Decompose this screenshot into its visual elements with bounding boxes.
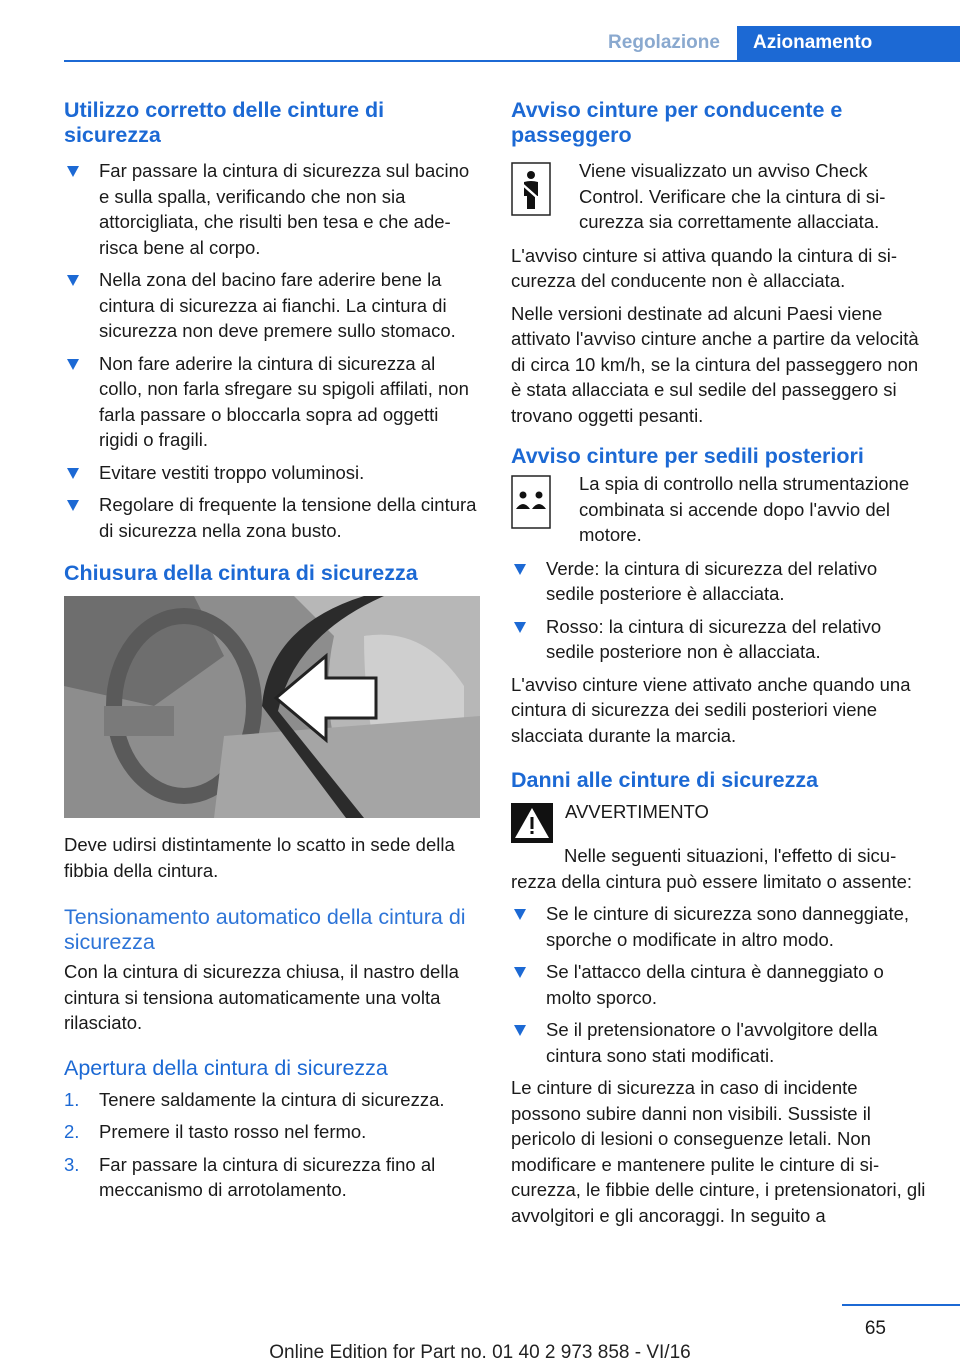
list-item: Regolare di frequente la tensione della cintura di sicurezza nella zona busto. [64, 492, 480, 543]
warning-label: AVVERTIMENTO [565, 801, 709, 822]
icon-paragraph [511, 158, 929, 235]
triangle-bullet-icon [64, 492, 79, 518]
footer-rule [842, 1304, 960, 1306]
triangle-bullet-icon [511, 959, 526, 985]
icon-text: La spia di controllo nella strumentazione combinata si accende dopo l'avvio del motore. [579, 473, 910, 545]
seatbelt-warning-icon [511, 162, 551, 216]
section-title: Avviso cinture per conducente e passeggero [511, 98, 843, 147]
body-text: Deve udirsi distintamente lo scatto in sede della fibbia della cintura. [64, 834, 455, 881]
icon-paragraph [511, 471, 929, 548]
bullet-list [511, 556, 929, 665]
triangle-bullet-icon [511, 614, 526, 640]
right-column [511, 98, 929, 1235]
list-item: Se l'attacco della cintura è danneggiato o molto sporco. [511, 959, 929, 1010]
list-item: 1. Tenere saldamente la cintura di sicurezza. [64, 1088, 445, 1110]
triangle-bullet-icon [64, 351, 79, 377]
list-item: Far passare la cintura di sicurezza sul bacino e sulla spalla, verificando che non sia attorcigliata, che risulti ben tesa e che aderisca bene al corpo. [64, 158, 480, 260]
list-item: Non fare aderire la cintura di sicurezza al collo, non farla sfregare su spigoli affilati, non farla passare o bloccarla sopra ad oggetti rigidi o fragili. [64, 351, 480, 453]
tab-azionamento[interactable]: Azionamento [737, 26, 960, 62]
list-item: Se il pretensionatore o l'avvolgitore della cintura sono stati modificati. [511, 1017, 929, 1068]
warning-triangle-icon [511, 803, 553, 843]
body-text: Nelle versioni destinate ad alcuni Paesi viene attivato l'avviso cinture anche a partire da velocità di circa 10 km/h, se la cintura del passeggero non è stata allacciata e sul sedile del passeggero si trovano oggetti pesanti. [511, 302, 919, 426]
section-title: Avviso cinture per sedili posteriori [511, 444, 864, 468]
tab-regolazione[interactable]: Regolazione [608, 32, 720, 53]
list-item: Se le cinture di sicurezza sono danneggiate, sporche o modificate in altro modo. [511, 901, 929, 952]
triangle-bullet-icon [64, 267, 79, 293]
header-rule [64, 60, 737, 62]
triangle-bullet-icon [64, 460, 79, 486]
list-item: Verde: la cintura di sicurezza del relativo sedile posteriore è allacciata. [511, 556, 929, 607]
list-item: Evitare vestiti troppo voluminosi. [64, 460, 480, 486]
body-text: L'avviso cinture si attiva quando la cintura di sicurezza del conducente non è allacciata. [511, 244, 898, 291]
list-item: Nella zona del bacino fare aderire bene la cintura di sicurezza ai fianchi. La cintura di sicurezza non deve premere sullo stomaco. [64, 267, 480, 344]
section-title: Danni alle cinture di sicurezza [511, 768, 819, 792]
warning-text: Nelle seguenti situazioni, l'effetto di sicurezza della cintura può essere limitato o assente: [511, 845, 913, 892]
list-item: 2. Premere il tasto rosso nel fermo. [64, 1121, 367, 1142]
section-title: Chiusura della cintura di sicurezza [64, 561, 418, 585]
numbered-list [64, 1087, 480, 1203]
section-title: Utilizzo corretto delle cinture di sicurezza [64, 98, 385, 147]
body-text: Con la cintura di sicurezza chiusa, il nastro della cintura si tensiona automaticamente una volta rilasciato. [64, 961, 459, 1033]
warning-block [511, 799, 929, 843]
page-header [0, 0, 960, 62]
page-number: 65 [864, 1318, 886, 1339]
triangle-bullet-icon [64, 158, 79, 184]
icon-text: Viene visualizzato un avviso Check Control. Verificare che la cintura di sicurezza sia correttamente allacciata. [579, 160, 886, 232]
body-text: Le cinture di sicurezza in caso di incidente possono subire danni non visibili. Sussiste il pericolo di lesioni o conseguenze letali. Non modificare e mantenere pulite le cinture di sicurezza, le fibbie delle cinture, i pretensionatori, gli avvolgitori e gli ancoraggi. In seguito a [511, 1077, 926, 1226]
triangle-bullet-icon [511, 901, 526, 927]
list-item: Rosso: la cintura di sicurezza del relativo sedile posteriore non è allacciata. [511, 614, 929, 665]
bullet-list [511, 901, 929, 1068]
rear-seat-occupants-icon [511, 475, 551, 529]
left-column [64, 98, 480, 1210]
section-title: Apertura della cintura di sicurezza [64, 1055, 388, 1080]
triangle-bullet-icon [511, 1017, 526, 1043]
body-text: L'avviso cinture viene attivato anche quando una cintura di sicurezza dei sedili posteriori viene slacciata durante la marcia. [511, 673, 911, 746]
bullet-list [64, 158, 480, 543]
edition-footer: Online Edition for Part no. 01 40 2 973 858 - VI/16 [269, 1342, 691, 1363]
list-item: 3. Far passare la cintura di sicurezza fino al meccanismo di arrotolamento. [64, 1153, 436, 1200]
seatbelt-buckle-photo [64, 596, 480, 818]
triangle-bullet-icon [511, 556, 526, 582]
section-title: Tensionamento automatico della cintura di sicurezza [64, 905, 466, 954]
